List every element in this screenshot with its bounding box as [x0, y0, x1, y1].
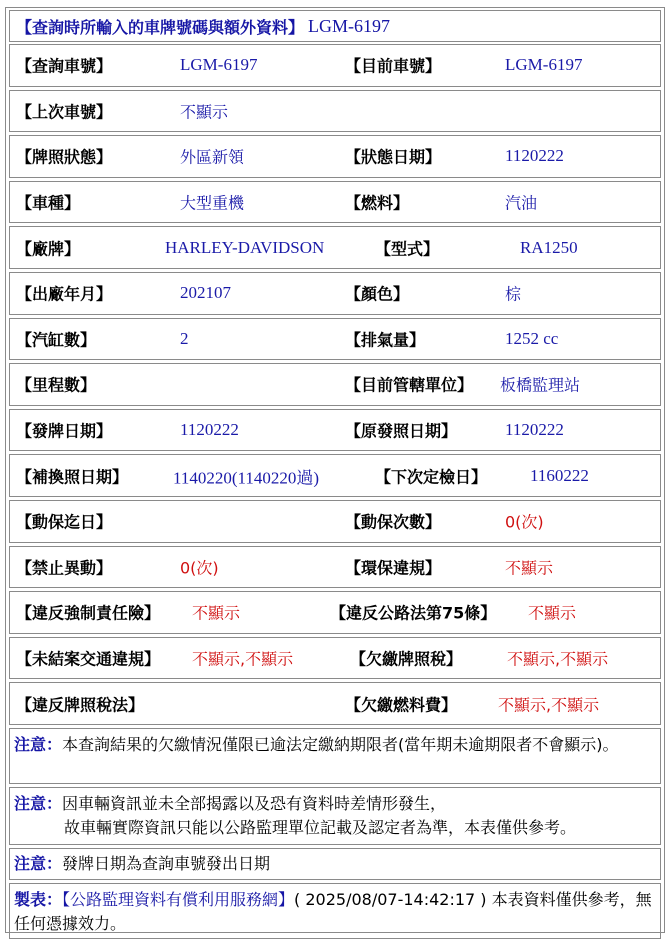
- field-value: 1160222: [530, 465, 589, 485]
- field-value: 不顯示: [528, 603, 577, 623]
- query-title-label: 【查詢時所輸入的車牌號碼與額外資料】: [16, 17, 305, 37]
- field-value: 202107: [180, 283, 231, 303]
- field-value: 1120222: [180, 420, 239, 440]
- field-value: 不顯示: [180, 102, 229, 122]
- info-row: [9, 181, 661, 224]
- service-source-name: 【公路監理資料有償利用服務網】: [62, 889, 295, 909]
- info-row: [9, 637, 661, 680]
- field-label: 【查詢車號】: [16, 56, 113, 76]
- note-text: 本查詢結果的欠繳情況僅限已逾法定繳納期限者(當年期未逾期限者不會顯示)。: [62, 734, 619, 754]
- note-producer: [9, 883, 661, 939]
- info-row: [9, 90, 661, 133]
- field-label: 【欠繳燃料費】: [345, 695, 458, 715]
- note-disclaimer: [9, 787, 661, 845]
- field-label: 【汽缸數】: [16, 330, 97, 350]
- field-value: 大型重機: [180, 193, 245, 213]
- field-label: 【動保迄日】: [16, 512, 113, 532]
- field-value: 板橋監理站: [500, 375, 581, 395]
- field-label: 【燃料】: [345, 193, 410, 213]
- note-label: 注意：: [14, 734, 63, 754]
- field-value: 不顯示,不顯示: [192, 649, 294, 669]
- field-label: 【上次車號】: [16, 102, 113, 122]
- field-label: 【環保違規】: [345, 558, 442, 578]
- field-label: 【目前車號】: [345, 56, 442, 76]
- info-row: [9, 272, 661, 315]
- info-row: [9, 363, 661, 406]
- field-label: 【補換照日期】: [16, 467, 129, 487]
- info-row: [9, 546, 661, 589]
- note-label: 注意：: [14, 853, 63, 873]
- note-text: ( 2025/08/07-14:42:17 ) 本表資料僅供參考，無任何憑據效力。: [14, 889, 652, 933]
- info-row: [9, 682, 661, 725]
- info-row: [9, 226, 661, 269]
- info-rows: [9, 44, 661, 725]
- field-label: 【出廠年月】: [16, 284, 113, 304]
- field-label: 【違反強制責任險】: [16, 603, 161, 623]
- info-row: [9, 318, 661, 361]
- field-label: 【下次定檢日】: [375, 467, 488, 487]
- field-value: 汽油: [505, 193, 538, 213]
- note-text-line2: 故車輛實際資訊只能以公路監理單位記載及認定者為準，本表僅供參考。: [64, 817, 577, 837]
- info-row: [9, 409, 661, 452]
- field-value: 1252 cc: [505, 328, 559, 348]
- field-value: 不顯示,不顯示: [507, 649, 609, 669]
- info-row: [9, 454, 661, 497]
- field-value: 0(次): [180, 558, 219, 578]
- field-label: 【廠牌】: [16, 239, 81, 259]
- field-value: 外區新領: [180, 147, 245, 167]
- note-issue-date: [9, 848, 661, 880]
- note-label: 注意：: [14, 793, 63, 813]
- field-value: HARLEY-DAVIDSON: [165, 237, 325, 257]
- query-title-plate: LGM-6197: [308, 15, 391, 36]
- note-text: 發牌日期為查詢車號發出日期: [62, 853, 271, 873]
- field-label: 【狀態日期】: [345, 147, 442, 167]
- field-label: 【未結案交通違規】: [16, 649, 161, 669]
- info-row: [9, 135, 661, 178]
- query-title-row: [9, 10, 661, 42]
- field-label: 【型式】: [375, 239, 440, 259]
- field-label: 【動保次數】: [345, 512, 442, 532]
- field-label: 【違反公路法第75條】: [330, 603, 497, 623]
- field-value: 棕: [505, 284, 522, 304]
- field-value: 2: [180, 328, 189, 348]
- field-value: LGM-6197: [505, 55, 583, 75]
- field-label: 【發牌日期】: [16, 421, 113, 441]
- field-value: 0(次): [505, 512, 544, 532]
- field-label: 【違反牌照稅法】: [16, 695, 145, 715]
- field-value: 不顯示: [192, 603, 241, 623]
- note-label: 製表：: [14, 889, 63, 909]
- note-text: 因車輛資訊並未全部揭露以及恐有資料時差情形發生，: [62, 793, 447, 813]
- vehicle-info-table: [5, 7, 665, 933]
- field-label: 【禁止異動】: [16, 558, 113, 578]
- field-value: LGM-6197: [180, 55, 258, 75]
- field-value: 不顯示,不顯示: [498, 695, 600, 715]
- info-row: [9, 500, 661, 543]
- field-label: 【欠繳牌照稅】: [350, 649, 463, 669]
- field-label: 【目前管轄單位】: [345, 375, 474, 395]
- field-label: 【顏色】: [345, 284, 410, 304]
- field-label: 【原發照日期】: [345, 421, 458, 441]
- info-row: [9, 591, 661, 634]
- field-label: 【里程數】: [16, 375, 97, 395]
- info-row: [9, 44, 661, 87]
- field-label: 【排氣量】: [345, 330, 426, 350]
- note-overdue: [9, 728, 661, 784]
- field-value: 不顯示: [505, 558, 554, 578]
- field-value: RA1250: [520, 237, 578, 257]
- field-label: 【車種】: [16, 193, 81, 213]
- field-value: 1120222: [505, 420, 564, 440]
- field-value: 1140220(1140220過): [173, 468, 320, 488]
- field-label: 【牌照狀態】: [16, 147, 113, 167]
- field-value: 1120222: [505, 146, 564, 166]
